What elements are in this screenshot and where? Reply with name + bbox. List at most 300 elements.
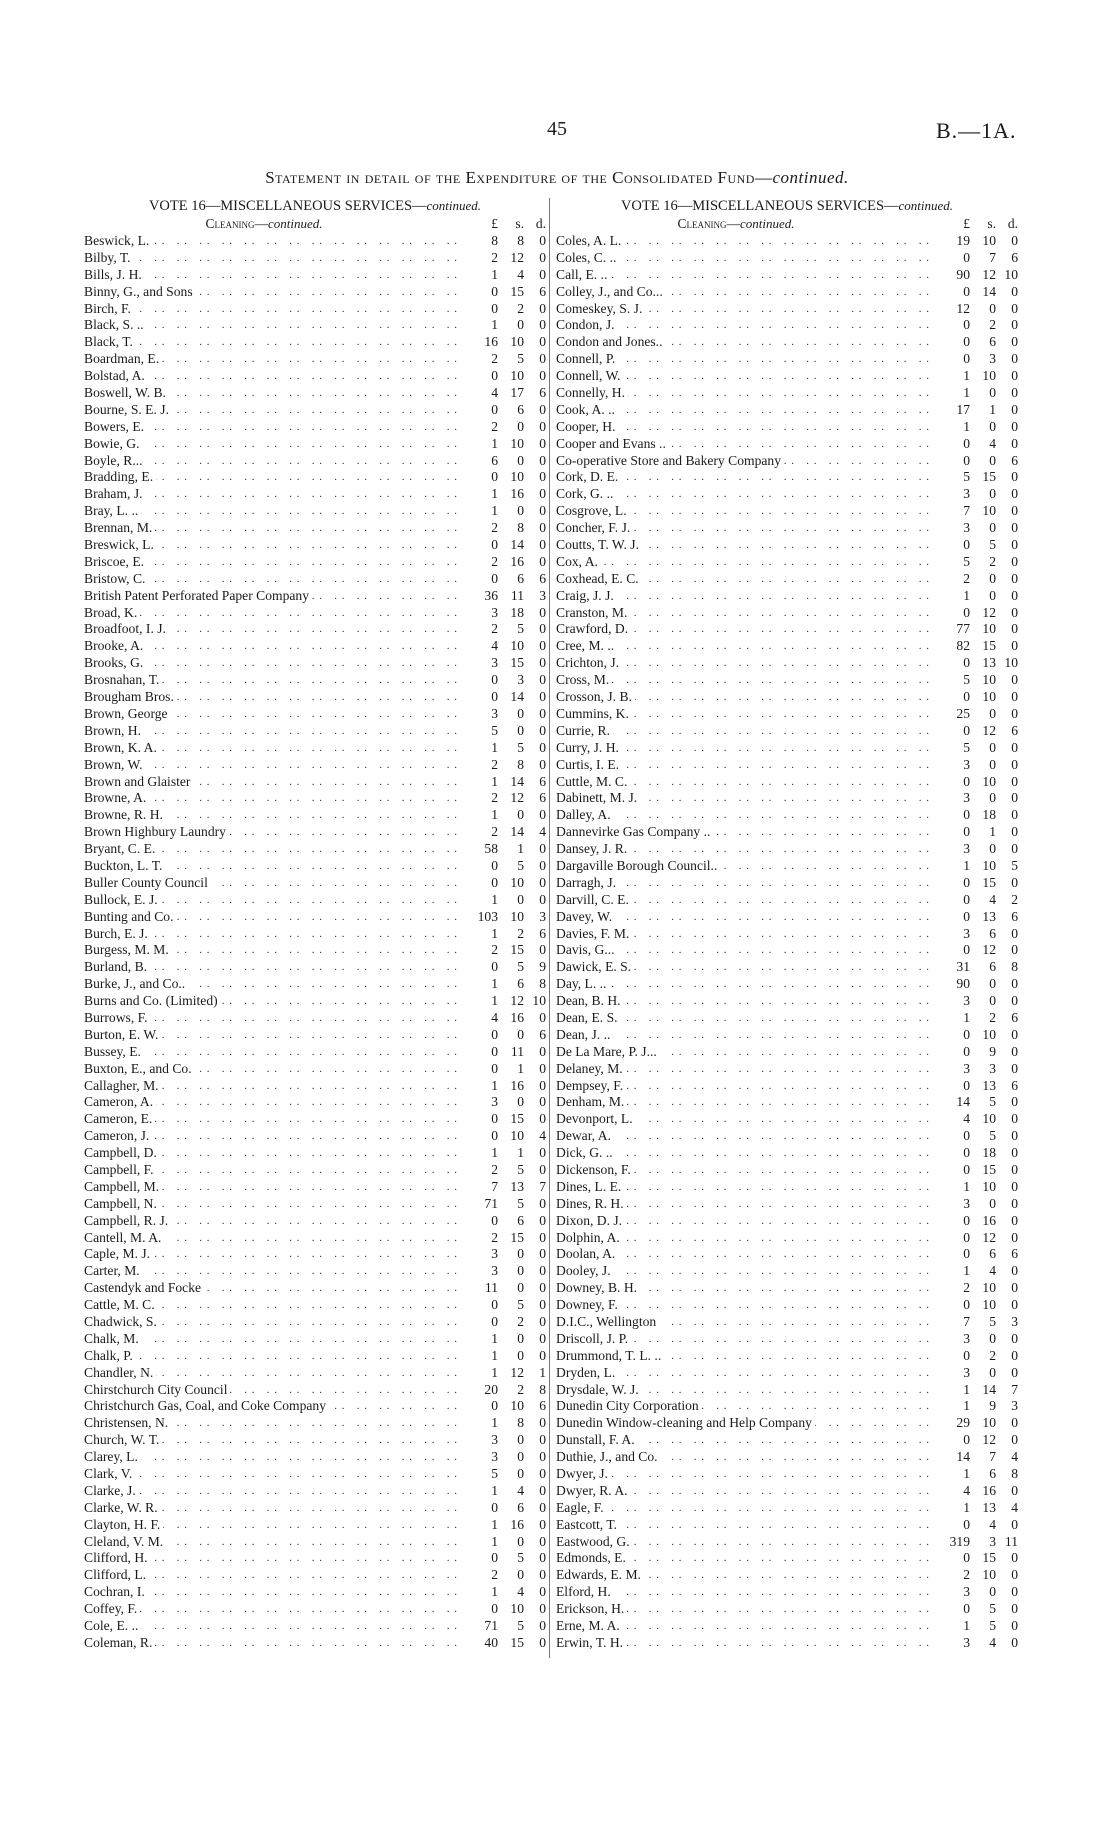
payee-name-text: Darvill, C. E. <box>556 892 632 907</box>
amount-shillings <box>970 976 996 993</box>
amount-shillings-text: 15 <box>510 1634 524 1650</box>
table-row <box>556 537 1018 554</box>
amount-shillings-text: 8 <box>517 520 524 536</box>
pence-header: d. <box>1007 216 1018 231</box>
amount-pence-text: 0 <box>1011 1161 1018 1177</box>
amount-shillings <box>498 1567 524 1584</box>
amount-pounds-text: 0 <box>491 1212 498 1228</box>
column-divider <box>549 198 550 1658</box>
amount-shillings-text: 5 <box>989 1601 996 1617</box>
amount-pounds <box>462 1466 498 1483</box>
payee-name <box>84 1027 462 1044</box>
payee-name <box>556 1213 934 1230</box>
table-row <box>556 774 1018 791</box>
table-row <box>556 233 1018 250</box>
amount-shillings-text: 13 <box>982 655 996 671</box>
amount-shillings <box>498 1348 524 1365</box>
payee-name <box>556 774 934 791</box>
amount-shillings <box>970 334 996 351</box>
payee-name <box>556 1601 934 1618</box>
amount-shillings-text: 4 <box>989 1634 996 1650</box>
amount-pounds <box>934 453 970 470</box>
amount-pence-text: 0 <box>539 351 546 367</box>
amount-pence <box>996 993 1018 1010</box>
table-row <box>84 1635 546 1652</box>
amount-shillings <box>970 1213 996 1230</box>
amount-shillings-text: 12 <box>982 604 996 620</box>
amount-pence <box>996 807 1018 824</box>
amount-shillings-text: 10 <box>510 1601 524 1617</box>
payee-name-text: Chadwick, S. <box>84 1314 160 1329</box>
amount-pounds-text: 0 <box>491 689 498 705</box>
amount-shillings <box>970 1584 996 1601</box>
table-row <box>84 1365 546 1382</box>
amount-pence <box>996 385 1018 402</box>
table-row <box>84 1314 546 1331</box>
amount-pounds-text: 0 <box>491 857 498 873</box>
amount-shillings <box>498 1111 524 1128</box>
table-row <box>556 1365 1018 1382</box>
payee-name-text: Concher, F. J. <box>556 520 633 535</box>
amount-pence-text: 0 <box>539 1314 546 1329</box>
amount-pence-text: 0 <box>1011 942 1018 958</box>
amount-shillings-text: 1 <box>517 1060 524 1076</box>
payee-name-text: Christchurch Gas, Coal, and Coke Company <box>84 1398 329 1413</box>
cleaning-subheading-left-text: Cleaning— <box>205 216 268 231</box>
payee-name <box>556 503 934 520</box>
amount-pounds-text: 1 <box>491 266 498 282</box>
amount-pounds-text: 40 <box>484 1634 498 1650</box>
amount-pence-text: 0 <box>1011 233 1018 248</box>
amount-shillings <box>970 655 996 672</box>
table-row <box>84 1179 546 1196</box>
amount-shillings <box>498 858 524 875</box>
payee-name-text: Bunting and Co. <box>84 909 177 924</box>
amount-shillings-text: 10 <box>982 1297 996 1313</box>
table-row <box>84 469 546 486</box>
amount-shillings-text: 16 <box>982 1212 996 1228</box>
amount-pence-text: 0 <box>539 233 546 248</box>
amount-pounds-text: 319 <box>949 1533 970 1549</box>
table-row <box>84 1297 546 1314</box>
payee-name-text: Delaney, M. <box>556 1061 626 1076</box>
table-row <box>556 909 1018 926</box>
amount-pence-text: 0 <box>1011 537 1018 553</box>
amount-shillings <box>970 875 996 892</box>
vote-heading-right <box>556 196 1018 215</box>
amount-pence <box>996 1398 1018 1415</box>
amount-shillings <box>498 1550 524 1567</box>
amount-pounds <box>934 1382 970 1399</box>
amount-pounds-text: 2 <box>963 1280 970 1296</box>
table-row <box>556 740 1018 757</box>
payee-name-text: Cree, M. .. <box>556 638 617 653</box>
table-row <box>84 520 546 537</box>
amount-shillings-text: 12 <box>982 722 996 738</box>
amount-pounds <box>934 1094 970 1111</box>
payee-name <box>84 909 462 926</box>
amount-pounds <box>934 942 970 959</box>
payee-name <box>84 1280 462 1297</box>
payee-name-text: Comeskey, S. J. <box>556 301 645 316</box>
amount-pence-text: 0 <box>1011 435 1018 451</box>
amount-pence-text: 0 <box>1011 1364 1018 1380</box>
amount-shillings-text: 9 <box>989 1043 996 1059</box>
amount-pence-text: 0 <box>1011 807 1018 823</box>
amount-pence <box>524 588 546 605</box>
amount-shillings <box>498 571 524 588</box>
table-row <box>556 1078 1018 1095</box>
amount-pence <box>996 1145 1018 1162</box>
amount-shillings <box>970 1061 996 1078</box>
amount-pence-text: 6 <box>1011 908 1018 924</box>
payee-name-text: Burke, J., and Co.. <box>84 976 188 991</box>
payee-name-text: Downey, F. <box>556 1297 621 1312</box>
amount-pence-text: 0 <box>1011 553 1018 569</box>
payee-name <box>84 1466 462 1483</box>
amount-pence-text: 0 <box>1011 1330 1018 1346</box>
amount-pounds <box>934 1179 970 1196</box>
amount-pounds <box>934 1432 970 1449</box>
amount-shillings <box>498 774 524 791</box>
amount-pounds <box>462 1618 498 1635</box>
payee-name <box>84 571 462 588</box>
amount-pounds <box>462 1246 498 1263</box>
amount-shillings-text: 15 <box>510 655 524 671</box>
table-row <box>556 790 1018 807</box>
amount-pence <box>996 1010 1018 1027</box>
amount-pence-text: 0 <box>539 1482 546 1498</box>
amount-pounds <box>462 1078 498 1095</box>
amount-pence-text: 0 <box>539 418 546 434</box>
amount-pence-text: 0 <box>1011 604 1018 620</box>
amount-pence-text: 0 <box>539 1466 546 1482</box>
payee-name-text: Dwyer, J. <box>556 1466 611 1481</box>
payee-name <box>84 774 462 791</box>
amount-pounds-text: 2 <box>491 1567 498 1583</box>
payee-name <box>556 1348 934 1365</box>
amount-shillings-text: 10 <box>982 1178 996 1194</box>
amount-pence <box>524 638 546 655</box>
amount-shillings-text: 13 <box>982 1499 996 1515</box>
payee-name <box>84 993 462 1010</box>
amount-shillings <box>970 689 996 706</box>
payee-name-text: Christensen, N. <box>84 1415 171 1430</box>
payee-name <box>84 1415 462 1432</box>
amount-shillings-text: 15 <box>510 1111 524 1127</box>
payee-name <box>84 807 462 824</box>
payee-name-text: Cole, E. .. <box>84 1618 141 1633</box>
payee-name <box>84 1094 462 1111</box>
amount-pounds <box>462 1094 498 1111</box>
amount-shillings <box>970 723 996 740</box>
amount-pounds <box>462 284 498 301</box>
amount-shillings <box>498 1162 524 1179</box>
amount-shillings <box>498 976 524 993</box>
amount-shillings <box>970 1179 996 1196</box>
amount-pence <box>996 1162 1018 1179</box>
payee-name <box>556 875 934 892</box>
amount-shillings-text: 0 <box>989 1584 996 1600</box>
amount-pounds <box>934 723 970 740</box>
amount-pounds-text: 0 <box>963 874 970 890</box>
amount-shillings-text: 13 <box>982 908 996 924</box>
amount-shillings-text: 3 <box>989 351 996 367</box>
table-row <box>556 301 1018 318</box>
payee-name <box>556 790 934 807</box>
amount-pounds-text: 71 <box>484 1618 498 1634</box>
table-row <box>556 1179 1018 1196</box>
amount-shillings-text: 17 <box>510 385 524 401</box>
amount-pence <box>996 1449 1018 1466</box>
amount-pounds-text: 0 <box>491 874 498 890</box>
amount-pounds-text: 3 <box>963 1364 970 1380</box>
payee-name-text: Campbell, M. <box>84 1179 162 1194</box>
payee-name <box>84 1230 462 1247</box>
table-row <box>84 1432 546 1449</box>
amount-shillings-text: 7 <box>989 1449 996 1465</box>
amount-pounds-text: 2 <box>491 790 498 806</box>
amount-pence-text: 0 <box>1011 1634 1018 1650</box>
vote-heading-right-continued: continued. <box>898 198 954 213</box>
table-row <box>84 909 546 926</box>
table-row <box>556 605 1018 622</box>
payee-name-text: Callagher, M. <box>84 1078 162 1093</box>
payee-name-text: Dwyer, R. A. <box>556 1483 631 1498</box>
amount-pounds-text: 0 <box>491 283 498 299</box>
amount-pounds <box>934 1297 970 1314</box>
payee-name <box>556 1010 934 1027</box>
amount-pounds-text: 0 <box>963 1026 970 1042</box>
payee-name <box>84 1331 462 1348</box>
payee-name <box>556 1415 934 1432</box>
table-row <box>556 655 1018 672</box>
payee-name-text: Denham, M. <box>556 1094 627 1109</box>
amount-shillings <box>498 824 524 841</box>
amount-shillings <box>970 959 996 976</box>
table-row <box>556 926 1018 943</box>
amount-pence-text: 0 <box>539 689 546 705</box>
payee-name-text: Dalley, A. <box>556 807 614 822</box>
amount-shillings-text: 7 <box>989 249 996 265</box>
amount-pounds <box>462 1550 498 1567</box>
table-row <box>556 1280 1018 1297</box>
amount-pence <box>996 706 1018 723</box>
amount-pounds-text: 1 <box>963 587 970 603</box>
table-row <box>84 942 546 959</box>
amount-pence <box>524 1382 546 1399</box>
table-row <box>556 250 1018 267</box>
amount-pounds <box>934 1263 970 1280</box>
payee-name <box>556 1534 934 1551</box>
amount-shillings-text: 18 <box>982 807 996 823</box>
amount-pounds-text: 2 <box>491 351 498 367</box>
amount-pounds-text: 0 <box>491 1026 498 1042</box>
amount-pounds-text: 1 <box>491 993 498 1009</box>
amount-shillings-text: 0 <box>989 570 996 586</box>
amount-shillings-text: 0 <box>989 1330 996 1346</box>
amount-pounds <box>462 1483 498 1500</box>
amount-pounds <box>462 706 498 723</box>
payee-name <box>556 892 934 909</box>
amount-pence-text: 0 <box>1011 1229 1018 1245</box>
payee-name-text: Clark, V. <box>84 1466 135 1481</box>
amount-pounds-text: 36 <box>484 587 498 603</box>
table-row <box>84 1213 546 1230</box>
amount-pounds-text: 0 <box>963 1128 970 1144</box>
amount-pounds <box>934 655 970 672</box>
amount-shillings <box>970 1348 996 1365</box>
amount-shillings-text: 4 <box>517 1584 524 1600</box>
payee-name <box>84 1601 462 1618</box>
amount-pence-text: 0 <box>1011 1482 1018 1498</box>
amount-shillings <box>498 554 524 571</box>
amount-pounds <box>462 757 498 774</box>
table-row <box>556 1213 1018 1230</box>
amount-pence <box>996 723 1018 740</box>
payee-name-text: Co-operative Store and Bakery Company <box>556 453 784 468</box>
payee-name-text: Bourne, S. E. J. <box>84 402 172 417</box>
amount-pence-text: 6 <box>539 283 546 299</box>
amount-pence-text: 0 <box>539 1009 546 1025</box>
amount-pounds-text: 4 <box>491 638 498 654</box>
amount-shillings <box>498 740 524 757</box>
amount-shillings <box>970 706 996 723</box>
payee-name <box>84 1196 462 1213</box>
amount-pounds <box>934 774 970 791</box>
table-row <box>84 841 546 858</box>
amount-pence-text: 0 <box>539 1161 546 1177</box>
table-row <box>84 588 546 605</box>
amount-shillings <box>970 385 996 402</box>
amount-pence <box>524 1398 546 1415</box>
amount-pounds-text: 0 <box>963 1297 970 1313</box>
table-row <box>556 1348 1018 1365</box>
table-row <box>84 317 546 334</box>
amount-pence-text: 0 <box>1011 570 1018 586</box>
money-headers-right <box>934 215 1018 233</box>
payee-name-text: Dolphin, A. <box>556 1230 623 1245</box>
amount-pounds <box>934 841 970 858</box>
payee-name-text: Breswick, L. <box>84 537 157 552</box>
payee-name-text: Devonport, L. <box>556 1111 636 1126</box>
amount-pounds <box>462 267 498 284</box>
amount-pounds <box>462 993 498 1010</box>
amount-pounds-text: 0 <box>963 891 970 907</box>
amount-shillings-text: 9 <box>989 1398 996 1414</box>
payee-name <box>84 875 462 892</box>
payee-name <box>84 621 462 638</box>
table-row <box>84 1483 546 1500</box>
payee-name-text: Burrows, F. <box>84 1010 151 1025</box>
table-row <box>84 638 546 655</box>
amount-shillings <box>498 469 524 486</box>
amount-pence <box>996 1365 1018 1382</box>
table-row <box>556 993 1018 1010</box>
amount-pounds <box>934 1618 970 1635</box>
amount-pence <box>524 824 546 841</box>
amount-pounds <box>934 1517 970 1534</box>
table-row <box>556 1567 1018 1584</box>
amount-pence <box>524 1196 546 1213</box>
amount-pounds-text: 29 <box>956 1415 970 1431</box>
amount-pounds <box>462 942 498 959</box>
amount-pence-text: 0 <box>539 1094 546 1110</box>
payee-name-text: Coleman, R. <box>84 1635 155 1650</box>
amount-shillings <box>498 993 524 1010</box>
amount-pence-text: 6 <box>539 773 546 789</box>
amount-shillings-text: 14 <box>982 283 996 299</box>
amount-pounds-text: 1 <box>491 739 498 755</box>
amount-pence-text: 0 <box>539 1432 546 1448</box>
payee-name-text: Cattle, M. C. <box>84 1297 158 1312</box>
amount-pence <box>996 689 1018 706</box>
amount-pounds <box>462 1213 498 1230</box>
amount-pence <box>524 976 546 993</box>
payee-name <box>556 1128 934 1145</box>
amount-shillings-text: 4 <box>989 435 996 451</box>
amount-pence-text: 6 <box>539 570 546 586</box>
amount-pence-text: 0 <box>1011 1415 1018 1431</box>
amount-pence-text: 8 <box>1011 1466 1018 1482</box>
amount-pounds-text: 0 <box>963 435 970 451</box>
table-row <box>84 503 546 520</box>
amount-pounds <box>934 858 970 875</box>
amount-shillings-text: 0 <box>989 841 996 857</box>
amount-pounds-text: 3 <box>491 1246 498 1262</box>
amount-pence <box>996 1500 1018 1517</box>
amount-pence-text: 3 <box>1011 1314 1018 1329</box>
amount-pounds-text: 0 <box>491 1128 498 1144</box>
amount-shillings-text: 1 <box>989 824 996 840</box>
amount-shillings-text: 10 <box>982 368 996 384</box>
amount-pounds <box>462 1027 498 1044</box>
amount-shillings <box>498 942 524 959</box>
amount-pence-text: 0 <box>539 1533 546 1549</box>
table-row <box>84 1010 546 1027</box>
amount-pence-text: 6 <box>1011 1009 1018 1025</box>
amount-pounds <box>934 1162 970 1179</box>
amount-pence-text: 0 <box>539 1618 546 1634</box>
amount-pence <box>996 1331 1018 1348</box>
payee-name <box>556 334 934 351</box>
payee-name <box>84 1500 462 1517</box>
payee-name <box>84 824 462 841</box>
amount-pounds-text: 1 <box>491 1533 498 1549</box>
payee-name-text: Brennan, M. <box>84 520 155 535</box>
subheading-right <box>556 215 1018 233</box>
amount-pounds-text: 0 <box>963 722 970 738</box>
amount-pounds <box>934 892 970 909</box>
amount-shillings-text: 0 <box>989 452 996 468</box>
amount-pence-text: 0 <box>539 1449 546 1465</box>
amount-pence-text: 0 <box>539 1246 546 1262</box>
payee-name-text: Burton, E. W. <box>84 1027 161 1042</box>
table-row <box>84 1466 546 1483</box>
amount-pounds <box>934 1635 970 1652</box>
amount-pounds <box>462 655 498 672</box>
payee-name <box>556 1314 934 1331</box>
payee-name-text: Erickson, H. <box>556 1601 627 1616</box>
table-row <box>556 1331 1018 1348</box>
amount-shillings <box>970 453 996 470</box>
payee-name <box>556 757 934 774</box>
table-row <box>556 1297 1018 1314</box>
table-row <box>84 351 546 368</box>
payee-name-text: Coxhead, E. C. <box>556 571 642 586</box>
payee-name <box>84 926 462 943</box>
payee-name-text: Boswell, W. B. <box>84 385 169 400</box>
